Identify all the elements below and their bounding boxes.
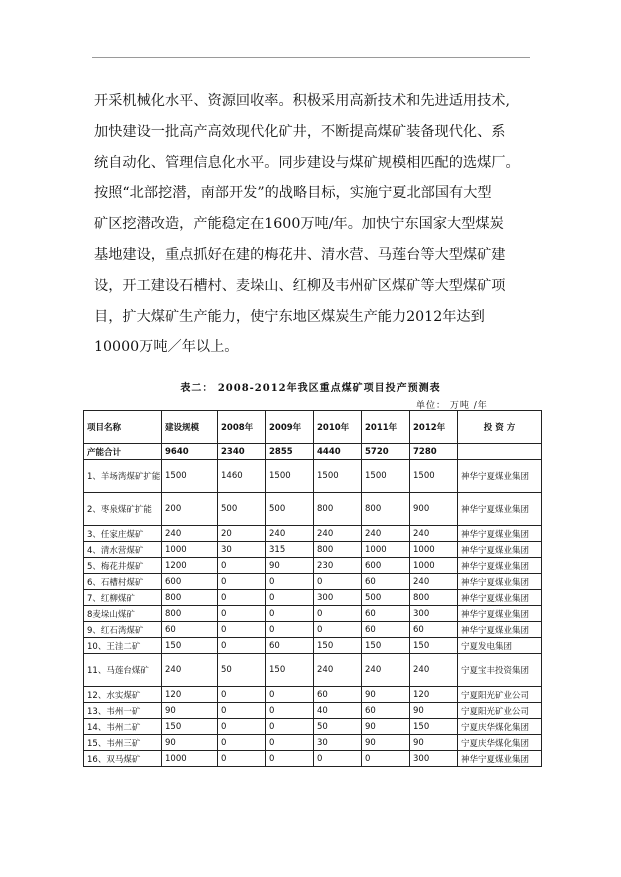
- y2009-cell: 500: [266, 493, 314, 526]
- investor-cell: 神华宁夏煤业集团: [458, 622, 542, 638]
- header-rule: [92, 57, 530, 58]
- project-name-cell: 10、王洼二矿: [84, 638, 162, 654]
- y2010-cell: 30: [314, 735, 362, 751]
- y2010-cell: 0: [314, 606, 362, 622]
- table-row: [84, 751, 542, 767]
- y2009-cell: 0: [266, 590, 314, 606]
- y2008-cell: 0: [218, 574, 266, 590]
- investor-cell: 神华宁夏煤业集团: [458, 558, 542, 574]
- y2012-cell: 300: [410, 606, 458, 622]
- y2012-cell: 1500: [410, 460, 458, 493]
- paragraph-line: 设，开工建设石槽村、麦垛山、红柳及韦州矿区煤矿等大型煤矿项: [94, 277, 506, 294]
- project-forecast-table: [83, 410, 542, 767]
- y2011-cell: 60: [362, 574, 410, 590]
- y2010-cell: 50: [314, 719, 362, 735]
- table-row: [84, 542, 542, 558]
- y2010-cell: 1500: [314, 460, 362, 493]
- investor-cell: 神华宁夏煤业集团: [458, 574, 542, 590]
- project-name-cell: 5、梅花井煤矿: [84, 558, 162, 574]
- y2011-cell: 5720: [362, 444, 410, 460]
- y2011-cell: 500: [362, 590, 410, 606]
- header-cell: 投 资 方: [458, 411, 542, 444]
- project-name-cell: 12、水实煤矿: [84, 687, 162, 703]
- y2012-cell: 60: [410, 622, 458, 638]
- investor-cell: 宁夏阳光矿业公司: [458, 687, 542, 703]
- y2008-cell: 0: [218, 703, 266, 719]
- y2012-cell: 1000: [410, 542, 458, 558]
- table-row: [84, 703, 542, 719]
- y2010-cell: 4440: [314, 444, 362, 460]
- project-name-cell: 4、清水营煤矿: [84, 542, 162, 558]
- scale-cell: 240: [162, 526, 218, 542]
- header-cell: 2012年: [410, 411, 458, 444]
- y2009-cell: 0: [266, 574, 314, 590]
- y2011-cell: 240: [362, 526, 410, 542]
- investor-cell: 宁夏庆华煤化集团: [458, 735, 542, 751]
- y2012-cell: 120: [410, 687, 458, 703]
- investor-cell: 宁夏庆华煤化集团: [458, 719, 542, 735]
- y2012-cell: 240: [410, 654, 458, 687]
- y2010-cell: 150: [314, 638, 362, 654]
- header-cell: 2010年: [314, 411, 362, 444]
- table-row: [84, 606, 542, 622]
- y2010-cell: 300: [314, 590, 362, 606]
- y2008-cell: 50: [218, 654, 266, 687]
- y2012-cell: 1000: [410, 558, 458, 574]
- y2012-cell: 300: [410, 751, 458, 767]
- project-name-cell: 7、红柳煤矿: [84, 590, 162, 606]
- investor-cell: 宁夏阳光矿业公司: [458, 703, 542, 719]
- y2012-cell: 240: [410, 526, 458, 542]
- project-name-cell: 产能合计: [84, 444, 162, 460]
- table-row: [84, 493, 542, 526]
- scale-cell: 200: [162, 493, 218, 526]
- y2009-cell: 1500: [266, 460, 314, 493]
- y2011-cell: 90: [362, 719, 410, 735]
- y2009-cell: 90: [266, 558, 314, 574]
- y2009-cell: 0: [266, 751, 314, 767]
- y2010-cell: 40: [314, 703, 362, 719]
- y2008-cell: 1460: [218, 460, 266, 493]
- project-name-cell: 16、双马煤矿: [84, 751, 162, 767]
- y2010-cell: 240: [314, 654, 362, 687]
- scale-cell: 1000: [162, 542, 218, 558]
- y2008-cell: 0: [218, 638, 266, 654]
- y2012-cell: 240: [410, 574, 458, 590]
- y2012-cell: 800: [410, 590, 458, 606]
- header-cell: 2009年: [266, 411, 314, 444]
- y2012-cell: 150: [410, 719, 458, 735]
- scale-cell: 1500: [162, 460, 218, 493]
- y2012-cell: 900: [410, 493, 458, 526]
- paragraph-line: 开采机械化水平、资源回收率。积极采用高新技术和先进适用技术,: [94, 93, 510, 109]
- y2010-cell: 240: [314, 526, 362, 542]
- scale-cell: 800: [162, 590, 218, 606]
- y2011-cell: 1500: [362, 460, 410, 493]
- table-total-row: [84, 444, 542, 460]
- scale-cell: 240: [162, 654, 218, 687]
- project-name-cell: 2、枣泉煤矿扩能: [84, 493, 162, 526]
- investor-cell: [458, 444, 542, 460]
- header-cell: 建设规模: [162, 411, 218, 444]
- y2010-cell: 0: [314, 622, 362, 638]
- paragraph-line: 目，扩大煤矿生产能力，使宁东地区煤炭生产能力2012年达到: [94, 308, 485, 325]
- investor-cell: 神华宁夏煤业集团: [458, 606, 542, 622]
- y2011-cell: 90: [362, 735, 410, 751]
- y2010-cell: 230: [314, 558, 362, 574]
- y2012-cell: 90: [410, 735, 458, 751]
- scale-cell: 150: [162, 638, 218, 654]
- y2008-cell: 30: [218, 542, 266, 558]
- y2008-cell: 0: [218, 735, 266, 751]
- scale-cell: 90: [162, 703, 218, 719]
- table-row: [84, 622, 542, 638]
- project-name-cell: 6、石槽村煤矿: [84, 574, 162, 590]
- paragraph-line: 基地建设，重点抓好在建的梅花井、清水营、马莲台等大型煤矿建: [94, 246, 506, 263]
- y2011-cell: 800: [362, 493, 410, 526]
- y2008-cell: 0: [218, 558, 266, 574]
- table-row: [84, 719, 542, 735]
- project-name-cell: 8麦垛山煤矿: [84, 606, 162, 622]
- investor-cell: 神华宁夏煤业集团: [458, 493, 542, 526]
- project-name-cell: 13、韦州一矿: [84, 703, 162, 719]
- project-name-cell: 11、马莲台煤矿: [84, 654, 162, 687]
- body-paragraph: [94, 86, 534, 363]
- y2009-cell: 2855: [266, 444, 314, 460]
- y2008-cell: 0: [218, 751, 266, 767]
- y2009-cell: 0: [266, 719, 314, 735]
- table-row: [84, 735, 542, 751]
- y2010-cell: 0: [314, 574, 362, 590]
- y2010-cell: 800: [314, 493, 362, 526]
- scale-cell: 800: [162, 606, 218, 622]
- y2009-cell: 0: [266, 703, 314, 719]
- y2012-cell: 7280: [410, 444, 458, 460]
- header-cell: 2008年: [218, 411, 266, 444]
- y2010-cell: 0: [314, 751, 362, 767]
- scale-cell: 600: [162, 574, 218, 590]
- paragraph-line: 矿区挖潜改造，产能稳定在1600万吨/年。加快宁东国家大型煤炭: [94, 216, 504, 233]
- project-name-cell: 9、红石湾煤矿: [84, 622, 162, 638]
- y2011-cell: 1000: [362, 542, 410, 558]
- y2011-cell: 90: [362, 687, 410, 703]
- investor-cell: 宁夏宝丰投资集团: [458, 654, 542, 687]
- investor-cell: 神华宁夏煤业集团: [458, 460, 542, 493]
- y2008-cell: 500: [218, 493, 266, 526]
- project-name-cell: 1、羊场湾煤矿扩能: [84, 460, 162, 493]
- y2009-cell: 150: [266, 654, 314, 687]
- y2009-cell: 0: [266, 687, 314, 703]
- table-row: [84, 687, 542, 703]
- scale-cell: 1000: [162, 751, 218, 767]
- investor-cell: 神华宁夏煤业集团: [458, 590, 542, 606]
- y2008-cell: 2340: [218, 444, 266, 460]
- scale-cell: 90: [162, 735, 218, 751]
- y2011-cell: 60: [362, 606, 410, 622]
- investor-cell: 神华宁夏煤业集团: [458, 751, 542, 767]
- scale-cell: 1200: [162, 558, 218, 574]
- scale-cell: 60: [162, 622, 218, 638]
- project-name-cell: 15、韦州三矿: [84, 735, 162, 751]
- paragraph-line: 按照“北部挖潜，南部开发”的战略目标，实施宁夏北部国有大型: [94, 185, 492, 202]
- y2010-cell: 800: [314, 542, 362, 558]
- scale-cell: 9640: [162, 444, 218, 460]
- y2011-cell: 0: [362, 751, 410, 767]
- y2008-cell: 20: [218, 526, 266, 542]
- table-row: [84, 526, 542, 542]
- table-row: [84, 638, 542, 654]
- table-row: [84, 654, 542, 687]
- investor-cell: 宁夏发电集团: [458, 638, 542, 654]
- table-row: [84, 460, 542, 493]
- y2009-cell: 0: [266, 606, 314, 622]
- scale-cell: 120: [162, 687, 218, 703]
- y2008-cell: 0: [218, 606, 266, 622]
- y2009-cell: 0: [266, 622, 314, 638]
- table-row: [84, 590, 542, 606]
- y2009-cell: 0: [266, 735, 314, 751]
- investor-cell: 神华宁夏煤业集团: [458, 526, 542, 542]
- y2011-cell: 60: [362, 622, 410, 638]
- paragraph-line: 统自动化、管理信息化水平。同步建设与煤矿规模相匹配的选煤厂。: [94, 154, 520, 171]
- table-row: [84, 574, 542, 590]
- y2012-cell: 150: [410, 638, 458, 654]
- investor-cell: 神华宁夏煤业集团: [458, 542, 542, 558]
- y2011-cell: 240: [362, 654, 410, 687]
- table-row: [84, 558, 542, 574]
- y2011-cell: 150: [362, 638, 410, 654]
- paragraph-line: 加快建设一批高产高效现代化矿井，不断提高煤矿装备现代化、系: [94, 123, 506, 140]
- y2009-cell: 315: [266, 542, 314, 558]
- y2011-cell: 600: [362, 558, 410, 574]
- table-header-row: [84, 411, 542, 444]
- project-name-cell: 3、任家庄煤矿: [84, 526, 162, 542]
- y2008-cell: 0: [218, 622, 266, 638]
- scale-cell: 150: [162, 719, 218, 735]
- project-name-cell: 14、韦州二矿: [84, 719, 162, 735]
- y2008-cell: 0: [218, 719, 266, 735]
- table-caption: 表二： 2008-2012年我区重点煤矿项目投产预测表: [180, 383, 441, 394]
- header-cell: 2011年: [362, 411, 410, 444]
- y2008-cell: 0: [218, 590, 266, 606]
- y2011-cell: 60: [362, 703, 410, 719]
- header-cell: 项目名称: [84, 411, 162, 444]
- y2009-cell: 240: [266, 526, 314, 542]
- y2009-cell: 60: [266, 638, 314, 654]
- table-unit-note: 单位： 万吨 /年: [416, 401, 488, 411]
- y2012-cell: 90: [410, 703, 458, 719]
- paragraph-line: 10000万吨／年以上。: [94, 339, 239, 356]
- y2008-cell: 0: [218, 687, 266, 703]
- y2010-cell: 60: [314, 687, 362, 703]
